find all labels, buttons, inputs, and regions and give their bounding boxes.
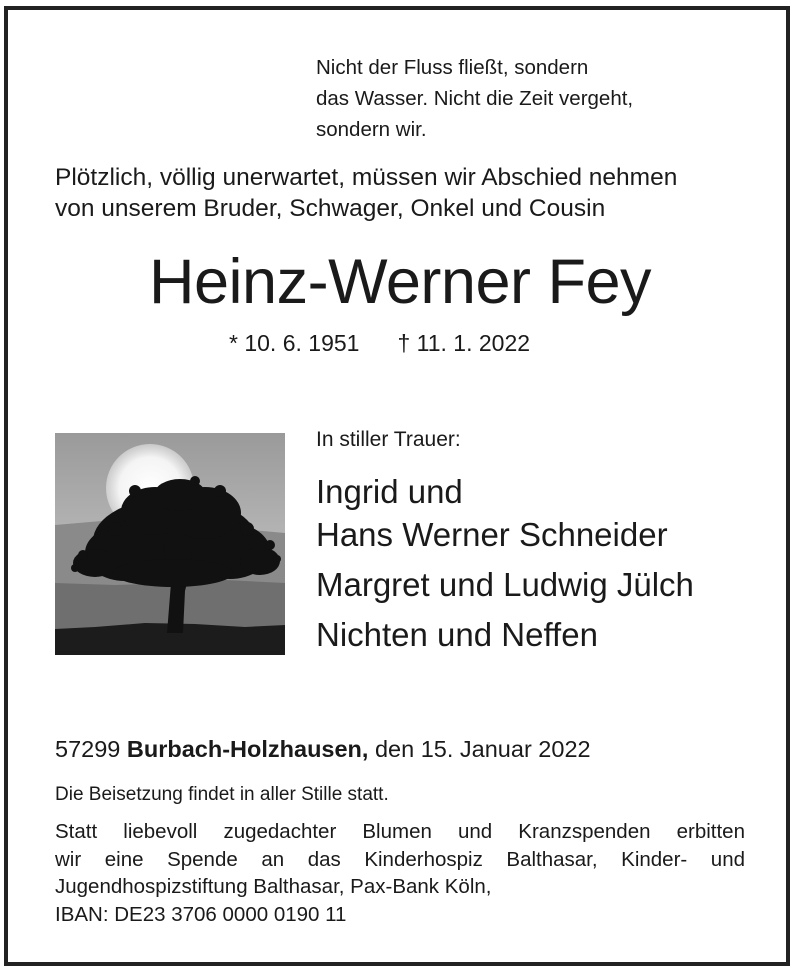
mourner-line: Nichten und Neffen [316, 616, 598, 653]
notice-date: den 15. Januar 2022 [374, 736, 591, 762]
mourner-group [316, 470, 776, 556]
mourner-group [316, 563, 776, 606]
place-and-date [55, 733, 591, 765]
birth-date: * 10. 6. 1951 [229, 330, 360, 356]
mourners-heading: In stiller Trauer: [316, 428, 461, 451]
quote-line: Nicht der Fluss fließt, sondern [316, 56, 589, 79]
postal-code: 57299 [55, 736, 121, 762]
mourner-group [316, 613, 776, 656]
mourner-line: Margret und Ludwig Jülch [316, 566, 694, 603]
city-name: Burbach-Holzhausen, [126, 736, 369, 762]
epigraph-quote [316, 52, 736, 145]
donation-line: wir eine Spende an das Kinderhospiz Balthasar, Kinder- und [55, 847, 745, 871]
donation-line: Jugendhospizstiftung Balthasar, Pax-Bank Köln, [55, 875, 492, 898]
announcement-intro [55, 162, 775, 224]
mourners-list [316, 470, 776, 663]
deceased-name: Heinz-Werner Fey [149, 247, 651, 317]
life-dates [229, 327, 530, 359]
tree-silhouette-image [55, 433, 285, 655]
donation-request [55, 818, 745, 928]
burial-note: Die Beisetzung findet in aller Stille statt. [55, 784, 389, 805]
iban-line: IBAN: DE23 3706 0000 0190 11 [55, 902, 347, 926]
mourner-line: Ingrid und [316, 473, 463, 510]
intro-line: von unserem Bruder, Schwager, Onkel und Cousin [55, 195, 606, 222]
intro-line: Plötzlich, völlig unerwartet, müssen wir Abschied nehmen [55, 164, 678, 191]
quote-line: sondern wir. [316, 118, 427, 141]
donation-line: Statt liebevoll zugedachter Blumen und Kranzspenden erbitten [55, 820, 745, 843]
quote-line: das Wasser. Nicht die Zeit vergeht, [316, 87, 634, 110]
death-date: † 11. 1. 2022 [397, 330, 531, 356]
mourner-line: Hans Werner Schneider [316, 516, 668, 553]
